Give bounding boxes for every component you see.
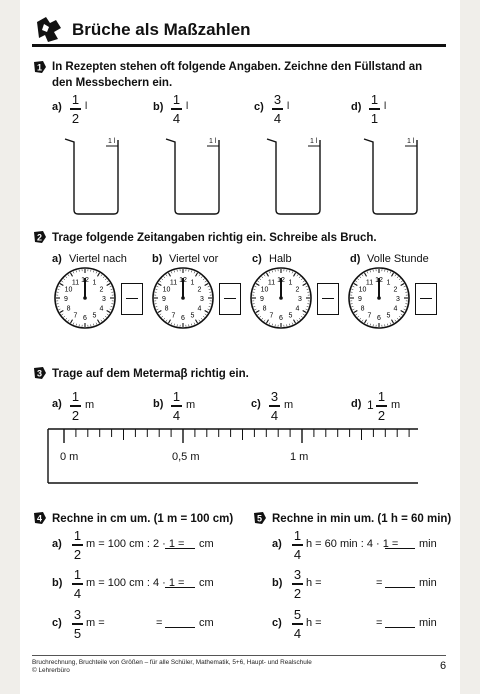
clock-2-number-5: 5 bbox=[288, 312, 293, 320]
clock-3-number-3: 3 bbox=[396, 296, 400, 303]
svg-text:3: 3 bbox=[37, 368, 43, 379]
task-1-unit-3: l bbox=[384, 101, 387, 112]
clock-1-number-6: 6 bbox=[181, 315, 185, 322]
task-2-text-3: Volle Stunde bbox=[367, 253, 429, 265]
fraction-answer-box-1[interactable] bbox=[219, 283, 241, 315]
clock-3-number-2: 2 bbox=[393, 286, 398, 294]
beaker-mark-3: 1 l bbox=[407, 138, 415, 145]
task-1-fraction-1 bbox=[171, 93, 182, 125]
clock-3-number-5: 5 bbox=[386, 312, 391, 320]
measuring-cup-1[interactable] bbox=[163, 134, 233, 216]
task-2-label-2: c) bbox=[252, 253, 262, 265]
clock-3-number-4: 4 bbox=[393, 305, 398, 313]
task-3-fraction-2-numerator: 3 bbox=[270, 389, 279, 404]
task-3-label-2: c) bbox=[251, 398, 261, 410]
clock-3-number-9: 9 bbox=[358, 296, 362, 303]
task5-fraction-2-denominator: 4 bbox=[293, 625, 302, 641]
task-3-fraction-1-numerator: 1 bbox=[172, 389, 181, 404]
task5-fraction-0-denominator: 4 bbox=[293, 546, 302, 562]
clock-3-number-8: 8 bbox=[360, 305, 365, 313]
task-2-label-0: a) bbox=[52, 253, 62, 265]
task-3-unit-0: m bbox=[85, 399, 95, 411]
task-1-label-0: a) bbox=[52, 101, 62, 113]
task4-fraction-0-denominator: 2 bbox=[73, 546, 82, 562]
clock-0-number-1: 1 bbox=[92, 279, 97, 287]
clock-2-number-8: 8 bbox=[262, 305, 267, 313]
task-1-label-2: c) bbox=[254, 101, 264, 113]
task-1-fraction-0-bar bbox=[70, 108, 81, 110]
task-3-fraction-0 bbox=[70, 390, 81, 422]
task4-fraction-1-bar bbox=[72, 583, 83, 585]
footer-rule bbox=[32, 655, 446, 656]
fraction-answer-bar-0 bbox=[126, 298, 138, 299]
ruler-label-1: 1 m bbox=[290, 451, 309, 463]
task-3-unit-2: m bbox=[284, 399, 294, 411]
ruler-label-0: 0 m bbox=[60, 451, 79, 463]
clock-1-number-0: 12 bbox=[179, 277, 187, 284]
task-4-number-icon bbox=[33, 511, 47, 525]
task4-label-2: c) bbox=[52, 617, 62, 629]
task-3-fraction-3 bbox=[376, 390, 387, 422]
svg-text:4: 4 bbox=[37, 513, 43, 524]
clock-face-0[interactable] bbox=[53, 266, 117, 330]
task-2-text-0: Viertel nach bbox=[69, 253, 127, 265]
task-3-number-icon bbox=[33, 366, 47, 380]
task-2-label-3: d) bbox=[350, 253, 361, 265]
task4-unit-1: cm bbox=[199, 577, 214, 589]
clock-2-number-11: 11 bbox=[267, 279, 276, 287]
task-3-instruction: Trage auf dem Metermaβ richtig ein. bbox=[52, 368, 249, 380]
task-1-fraction-1-numerator: 1 bbox=[172, 92, 181, 107]
task-2-instruction: Trage folgende Zeitangaben richtig ein. Schreibe als Bruch. bbox=[52, 232, 377, 244]
svg-text:1: 1 bbox=[37, 62, 43, 73]
clock-1-number-1: 1 bbox=[190, 279, 195, 287]
task5-unit-2: min bbox=[419, 617, 437, 629]
measuring-cup-2[interactable] bbox=[264, 134, 334, 216]
task-1-fraction-3-denominator: 1 bbox=[370, 110, 379, 126]
clock-0-number-11: 11 bbox=[71, 279, 80, 287]
task-1-fraction-0-numerator: 1 bbox=[71, 92, 80, 107]
task4-unit-0: cm bbox=[199, 538, 214, 550]
fraction-answer-bar-3 bbox=[420, 298, 432, 299]
beaker-mark-2: 1 l bbox=[310, 138, 318, 145]
clock-1-number-11: 11 bbox=[169, 279, 178, 287]
task4-fraction-0-bar bbox=[72, 544, 83, 546]
clock-2-number-0: 12 bbox=[277, 277, 285, 284]
task4-expression-0: m = 100 cm : 2 · 1 = bbox=[86, 538, 185, 550]
task-3-fraction-2 bbox=[269, 390, 280, 422]
task4-answer-blank-0[interactable] bbox=[165, 538, 195, 549]
clock-3-number-10: 10 bbox=[358, 286, 367, 294]
task4-fraction-2-bar bbox=[72, 623, 83, 625]
clock-3-number-7: 7 bbox=[367, 312, 372, 320]
task4-expression-2: m = bbox=[86, 617, 105, 629]
task-1-fraction-3-bar bbox=[369, 108, 380, 110]
clock-2-number-10: 10 bbox=[260, 286, 269, 294]
task-1-fraction-2-denominator: 4 bbox=[273, 110, 282, 126]
task5-equals-1: = bbox=[376, 577, 383, 589]
fraction-answer-bar-1 bbox=[224, 298, 236, 299]
task-3-unit-1: m bbox=[186, 399, 196, 411]
task5-fraction-1 bbox=[292, 568, 303, 600]
task4-fraction-2-numerator: 3 bbox=[73, 607, 82, 622]
fraction-answer-box-2[interactable] bbox=[317, 283, 339, 315]
task4-fraction-1-numerator: 1 bbox=[73, 567, 82, 582]
clock-2-number-6: 6 bbox=[279, 315, 283, 322]
clock-1-number-8: 8 bbox=[164, 305, 169, 313]
puzzle-logo-icon bbox=[34, 14, 64, 44]
beaker-mark-0: 1 l bbox=[108, 138, 116, 145]
clock-3-number-0: 12 bbox=[375, 277, 383, 284]
task-5-instruction: Rechne in min um. (1 h = 60 min) bbox=[272, 513, 452, 525]
task-3-fraction-3-denominator: 2 bbox=[377, 407, 386, 423]
header-rule bbox=[32, 44, 446, 47]
task5-fraction-1-numerator: 3 bbox=[293, 567, 302, 582]
task5-answer-blank-0[interactable] bbox=[385, 538, 415, 549]
task5-label-0: a) bbox=[272, 538, 282, 550]
clock-0-number-5: 5 bbox=[92, 312, 97, 320]
task-1-fraction-1-bar bbox=[171, 108, 182, 110]
task-5-number-icon bbox=[253, 511, 267, 525]
task5-unit-1: min bbox=[419, 577, 437, 589]
clock-1-number-10: 10 bbox=[162, 286, 171, 294]
task-3-fraction-0-bar bbox=[70, 405, 81, 407]
clock-0-number-7: 7 bbox=[73, 312, 78, 320]
clock-0-number-8: 8 bbox=[66, 305, 71, 313]
task5-equals-2: = bbox=[376, 617, 383, 629]
task5-answer-blank-1[interactable] bbox=[385, 577, 415, 588]
clock-3-number-11: 11 bbox=[365, 279, 374, 287]
clock-3-number-1: 1 bbox=[386, 279, 391, 287]
task4-fraction-2-denominator: 5 bbox=[73, 625, 82, 641]
measuring-cup-3[interactable] bbox=[361, 134, 431, 216]
svg-text:5: 5 bbox=[257, 513, 263, 524]
task-1-instruction: In Rezepten stehen oft folgende Angaben. Zeichne den Füllstand an den Messbechern ein. bbox=[52, 61, 423, 89]
task5-fraction-0-bar bbox=[292, 544, 303, 546]
clock-1-number-7: 7 bbox=[171, 312, 176, 320]
task5-fraction-2-numerator: 5 bbox=[293, 607, 302, 622]
measuring-cup-0[interactable] bbox=[62, 134, 132, 216]
task-1-fraction-1-denominator: 4 bbox=[172, 110, 181, 126]
task-2-label-1: b) bbox=[152, 253, 163, 265]
task4-fraction-2 bbox=[72, 608, 83, 640]
svg-text:2: 2 bbox=[37, 232, 43, 243]
clock-face-3[interactable] bbox=[347, 266, 411, 330]
task-3-fraction-1-bar bbox=[171, 405, 182, 407]
task-3-label-0: a) bbox=[52, 398, 62, 410]
task-3-fraction-0-denominator: 2 bbox=[71, 407, 80, 423]
fraction-answer-box-0[interactable] bbox=[121, 283, 143, 315]
fraction-answer-box-3[interactable] bbox=[415, 283, 437, 315]
task-1-fraction-0 bbox=[70, 93, 81, 125]
task5-label-1: b) bbox=[272, 577, 283, 589]
clock-0-number-9: 9 bbox=[64, 296, 68, 303]
task-3-fraction-3-bar bbox=[376, 405, 387, 407]
task4-answer-blank-1[interactable] bbox=[165, 577, 195, 588]
task-3-fraction-1 bbox=[171, 390, 182, 422]
clock-2-number-4: 4 bbox=[295, 305, 300, 313]
task-2-number-icon bbox=[33, 230, 47, 244]
clock-1-number-9: 9 bbox=[162, 296, 166, 303]
clock-face-2[interactable] bbox=[249, 266, 313, 330]
clock-1-number-4: 4 bbox=[197, 305, 202, 313]
task-1-unit-1: l bbox=[186, 101, 189, 112]
clock-face-1[interactable] bbox=[151, 266, 215, 330]
task5-expression-0: h = 60 min : 4 · 1 = bbox=[306, 538, 399, 550]
clock-3-number-6: 6 bbox=[377, 315, 381, 322]
task-3-fraction-1-denominator: 4 bbox=[172, 407, 181, 423]
clock-0-number-4: 4 bbox=[99, 305, 104, 313]
task-1-fraction-3 bbox=[369, 93, 380, 125]
task-1-label-1: b) bbox=[153, 101, 164, 113]
task5-fraction-2-bar bbox=[292, 623, 303, 625]
task5-expression-2: h = bbox=[306, 617, 322, 629]
task-3-label-1: b) bbox=[153, 398, 164, 410]
task4-expression-1: m = 100 cm : 4 · 1 = bbox=[86, 577, 185, 589]
task4-fraction-1-denominator: 4 bbox=[73, 585, 82, 601]
clock-2-number-1: 1 bbox=[288, 279, 293, 287]
task-3-label-3: d) bbox=[351, 398, 362, 410]
clock-0-number-0: 12 bbox=[81, 277, 89, 284]
task-4-instruction: Rechne in cm um. (1 m = 100 cm) bbox=[52, 513, 234, 525]
task5-answer-blank-2[interactable] bbox=[385, 617, 415, 628]
meter-ruler bbox=[46, 428, 422, 484]
task4-fraction-0 bbox=[72, 529, 83, 561]
ruler-label-half: 0,5 m bbox=[172, 451, 200, 463]
task-3-fraction-0-numerator: 1 bbox=[71, 389, 80, 404]
task4-fraction-0-numerator: 1 bbox=[73, 528, 82, 543]
task5-expression-1: h = bbox=[306, 577, 322, 589]
page-number: 6 bbox=[440, 660, 447, 672]
task4-equals-2: = bbox=[156, 617, 163, 629]
footer-line-1: Bruchrechnung, Bruchteile von Größen – für alle Schüler, Mathematik, 5+6, Haupt- und Realschule bbox=[32, 659, 312, 666]
task4-label-1: b) bbox=[52, 577, 63, 589]
task5-unit-0: min bbox=[419, 538, 437, 550]
clock-0-number-2: 2 bbox=[99, 286, 104, 294]
task-3-fraction-3-numerator: 1 bbox=[377, 389, 386, 404]
task5-fraction-0 bbox=[292, 529, 303, 561]
task-3-unit-3: m bbox=[391, 399, 401, 411]
clock-1-number-5: 5 bbox=[190, 312, 195, 320]
clock-0-number-3: 3 bbox=[102, 296, 106, 303]
task4-label-0: a) bbox=[52, 538, 62, 550]
clock-1-number-3: 3 bbox=[200, 296, 204, 303]
task-3-fraction-2-bar bbox=[269, 405, 280, 407]
task-1-fraction-2-bar bbox=[272, 108, 283, 110]
task-2-text-1: Viertel vor bbox=[169, 253, 219, 265]
task5-fraction-1-bar bbox=[292, 583, 303, 585]
task4-fraction-1 bbox=[72, 568, 83, 600]
task-3-whole-3: 1 bbox=[367, 398, 374, 412]
task5-fraction-0-numerator: 1 bbox=[293, 528, 302, 543]
task-1-fraction-2-numerator: 3 bbox=[273, 92, 282, 107]
task-1-unit-0: l bbox=[85, 101, 88, 112]
footer-line-2: © Lehrerbüro bbox=[32, 667, 70, 674]
task-1-fraction-3-numerator: 1 bbox=[370, 92, 379, 107]
task-3-fraction-2-denominator: 4 bbox=[270, 407, 279, 423]
fraction-answer-bar-2 bbox=[322, 298, 334, 299]
footer-text bbox=[32, 659, 312, 675]
task4-answer-blank-2[interactable] bbox=[165, 617, 195, 628]
task4-unit-2: cm bbox=[199, 617, 214, 629]
task5-fraction-2 bbox=[292, 608, 303, 640]
task-1-fraction-2 bbox=[272, 93, 283, 125]
task-2-text-2: Halb bbox=[269, 253, 292, 265]
task-1-number-icon bbox=[33, 60, 47, 74]
clock-2-number-7: 7 bbox=[269, 312, 274, 320]
clock-0-number-6: 6 bbox=[83, 315, 87, 322]
task5-label-2: c) bbox=[272, 617, 282, 629]
clock-0-number-10: 10 bbox=[64, 286, 73, 294]
task-1-label-3: d) bbox=[351, 101, 362, 113]
clock-1-number-2: 2 bbox=[197, 286, 202, 294]
page-title: Brüche als Maßzahlen bbox=[72, 20, 251, 39]
clock-2-number-2: 2 bbox=[295, 286, 300, 294]
beaker-mark-1: 1 l bbox=[209, 138, 217, 145]
task5-fraction-1-denominator: 2 bbox=[293, 585, 302, 601]
task-1-unit-2: l bbox=[287, 101, 290, 112]
clock-2-number-9: 9 bbox=[260, 296, 264, 303]
task-1-fraction-0-denominator: 2 bbox=[71, 110, 80, 126]
clock-2-number-3: 3 bbox=[298, 296, 302, 303]
